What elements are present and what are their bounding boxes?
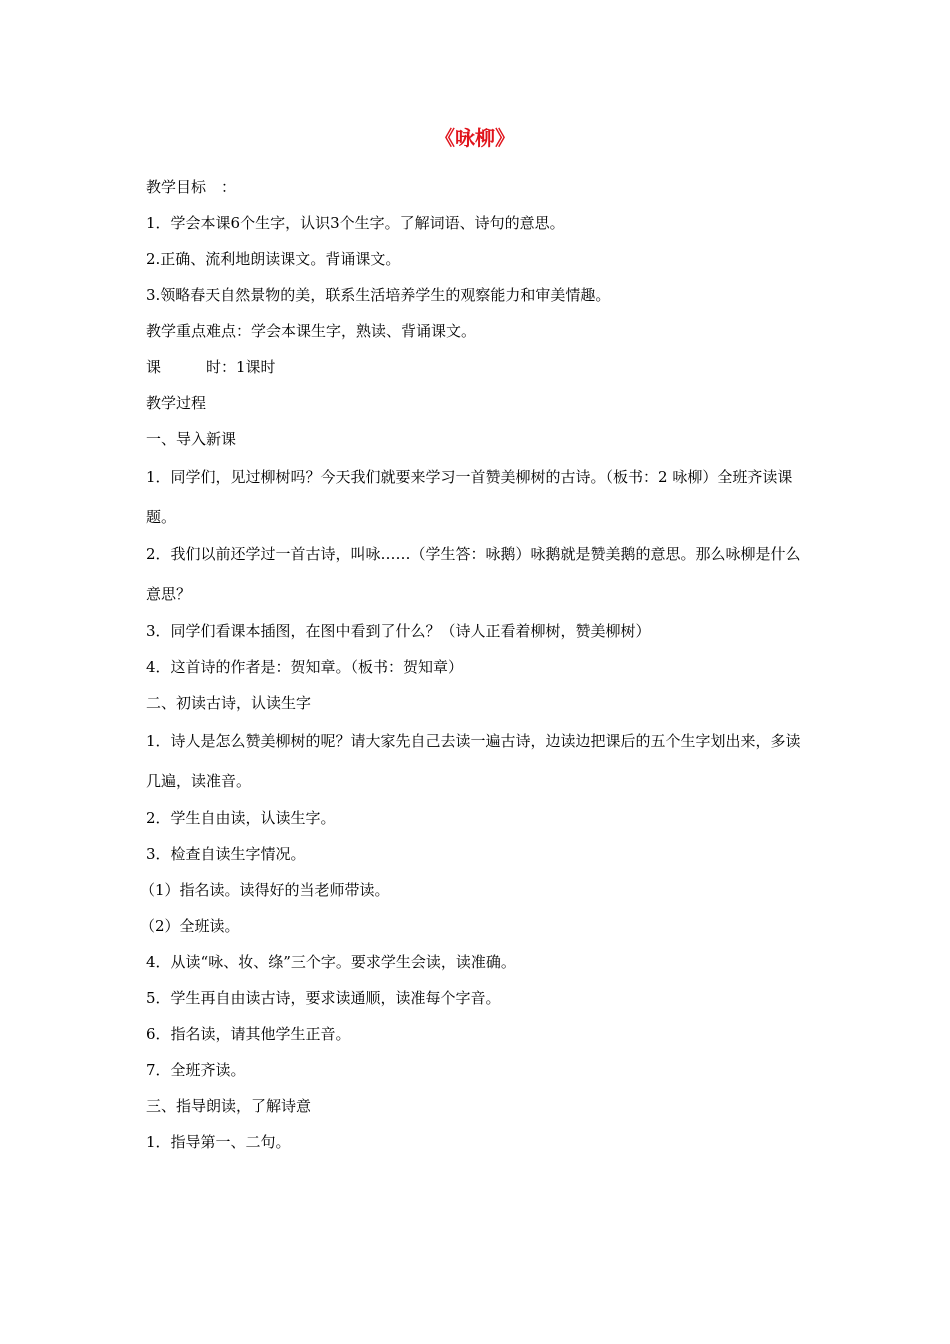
paragraph: 1．学会本课6个生字，认识3个生字。了解词语、诗句的意思。 bbox=[146, 214, 565, 232]
section-heading-1: 一、导入新课 bbox=[146, 430, 237, 448]
paragraph: 4．这首诗的作者是：贺知章。（板书：贺知章） bbox=[146, 658, 464, 676]
paragraph: （1）指名读。读得好的当老师带读。 bbox=[140, 881, 390, 899]
document-body bbox=[140, 172, 810, 1163]
paragraph: 3．检查自读生字情况。 bbox=[146, 845, 306, 863]
paragraph: 1．指导第一、二句。 bbox=[146, 1133, 291, 1151]
paragraph: 7．全班齐读。 bbox=[146, 1061, 246, 1079]
paragraph: 2．学生自由读，认读生字。 bbox=[146, 809, 336, 827]
paragraph: 4．从读“咏、妆、绦”三个字。要求学生会读，读准确。 bbox=[146, 953, 516, 971]
section-heading-process: 教学过程 bbox=[146, 394, 207, 412]
paragraph: 3.领略春天自然景物的美，联系生活培养学生的观察能力和审美情趣。 bbox=[146, 286, 611, 304]
section-heading-2: 二、初读古诗，认读生字 bbox=[146, 694, 312, 712]
paragraph: 课 时：1课时 bbox=[146, 358, 276, 376]
paragraph: 教学重点难点：学会本课生字，熟读、背诵课文。 bbox=[146, 322, 477, 340]
document-title: 《咏柳》 bbox=[435, 126, 515, 150]
section-heading-objectives: 教学目标 ： bbox=[146, 178, 237, 196]
paragraph: （2）全班读。 bbox=[140, 917, 240, 935]
paragraph: 2.正确、流利地朗读课文。背诵课文。 bbox=[146, 250, 401, 268]
paragraph: 5．学生再自由读古诗，要求读通顺，读准每个字音。 bbox=[146, 989, 501, 1007]
paragraph: 2．我们以前还学过一首古诗，叫咏……（学生答：咏鹅）咏鹅就是赞美鹅的意思。那么咏柳是什么意思？ bbox=[146, 545, 801, 603]
section-heading-3: 三、指导朗读，了解诗意 bbox=[146, 1097, 312, 1115]
paragraph: 6．指名读，请其他学生正音。 bbox=[146, 1025, 351, 1043]
paragraph: 1．诗人是怎么赞美柳树的呢？请大家先自己去读一遍古诗，边读边把课后的五个生字划出来，多读几遍，读准音。 bbox=[146, 732, 801, 790]
paragraph: 1．同学们，见过柳树吗？今天我们就要来学习一首赞美柳树的古诗。（板书：2 咏柳）全班齐读课题。 bbox=[146, 468, 793, 526]
paragraph: 3．同学们看课本插图，在图中看到了什么？（诗人正看着柳树，赞美柳树） bbox=[146, 622, 651, 640]
